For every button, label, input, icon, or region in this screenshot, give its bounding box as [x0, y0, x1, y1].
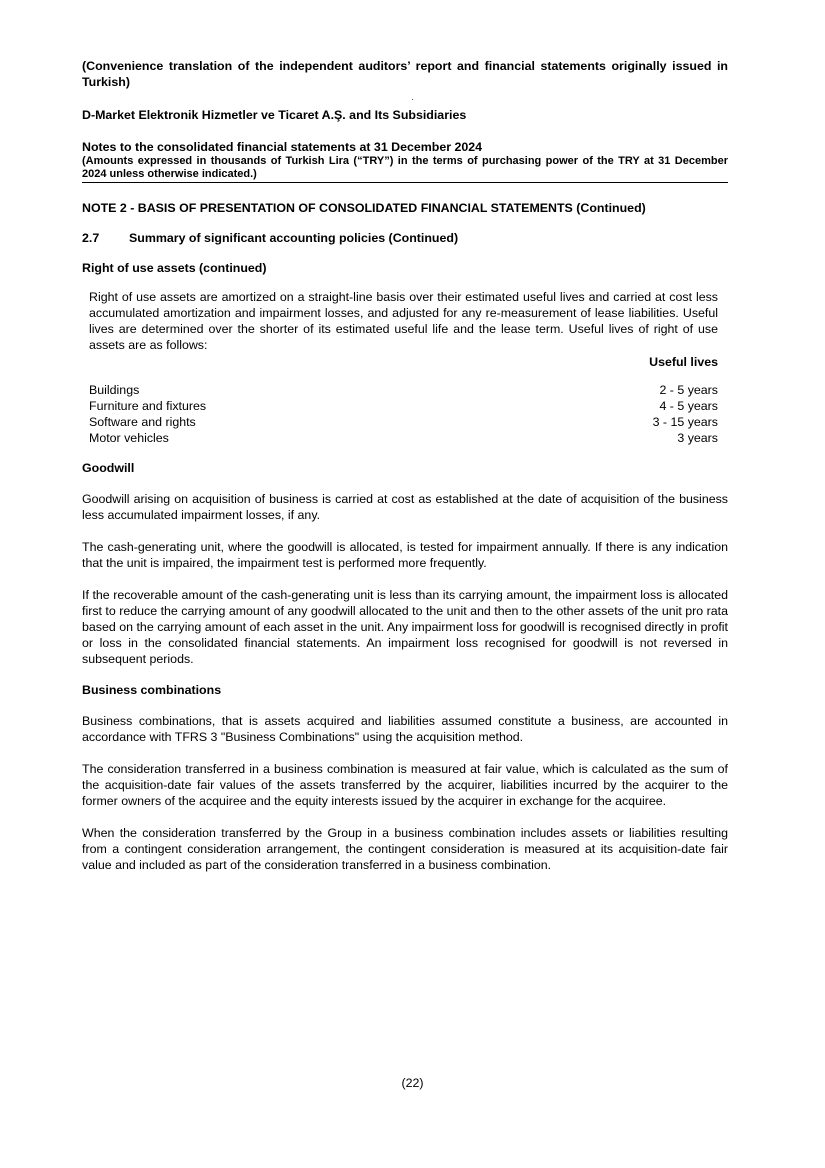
rou-paragraph: Right of use assets are amortized on a straight-line basis over their estimated useful lives and carried at cost less accumulated amortization and impairment losses, and adjusted for any re-measurement of lease liabilities. Useful lives are determined over the shorter of its estimated useful life and the lease term. Useful lives of right of use assets are as follows:	[89, 290, 718, 352]
useful-lives-header: Useful lives	[649, 355, 718, 369]
document-page	[82, 58, 728, 873]
asset-name: Motor vehicles	[89, 431, 169, 445]
asset-name: Software and rights	[89, 415, 196, 429]
asset-life: 2 - 5 years	[659, 383, 718, 397]
note-title: NOTE 2 - BASIS OF PRESENTATION OF CONSOLIDATED FINANCIAL STATEMENTS (Continued)	[82, 201, 646, 215]
table-row	[89, 398, 718, 414]
table-row	[89, 414, 718, 430]
goodwill-heading: Goodwill	[82, 461, 135, 475]
rou-block	[82, 289, 728, 446]
asset-name: Buildings	[89, 383, 140, 397]
notes-title: Notes to the consolidated financial statements at 31 December 2024	[82, 140, 483, 154]
bc-paragraph-1: Business combinations, that is assets acquired and liabilities assumed constitute a business, are accounted in accordance with TFRS 3 "Business Combinations" using the acquisition method.	[82, 714, 728, 744]
goodwill-paragraph-3: If the recoverable amount of the cash-generating unit is less than its carrying amount, the impairment loss is allocated first to reduce the carrying amount of any goodwill allocated to the unit and then to the other assets of the unit pro rata based on the carrying amount of each asset in the unit. Any impairment loss for goodwill is recognised directly in profit or loss in the consolidated financial statements. An impairment loss recognised for goodwill is not reversed in subsequent periods.	[82, 588, 728, 666]
bc-paragraph-2: The consideration transferred in a business combination is measured at fair value, which is calculated as the sum of the acquisition-date fair values of the assets transferred by the acquirer, liabilities incurred by the acquirer to the former owners of the acquiree and the equity interests issued by the acquirer in exchange for the acquiree.	[82, 762, 728, 808]
asset-life: 4 - 5 years	[659, 399, 718, 413]
bc-paragraph-3: When the consideration transferred by the Group in a business combination includes assets or liabilities resulting from a contingent consideration arrangement, the contingent consideration is measured at its acquisition-date fair value and included as part of the consideration transferred in a business combination.	[82, 826, 728, 872]
convenience-note: (Convenience translation of the independent auditors’ report and financial statements originally issued in Turkish)	[82, 59, 728, 89]
section-number: 2.7	[82, 231, 100, 245]
useful-lives-table	[89, 382, 718, 446]
asset-life: 3 years	[677, 431, 718, 445]
header-divider	[82, 182, 728, 183]
rou-heading: Right of use assets (continued)	[82, 261, 267, 275]
goodwill-paragraph-2: The cash-generating unit, where the goodwill is allocated, is tested for impairment annually. If there is any indication that the unit is impaired, the impairment test is performed more frequently.	[82, 540, 728, 570]
amounts-note: (Amounts expressed in thousands of Turkish Lira (“TRY”) in the terms of purchasing power of the TRY at 31 December 2024 unless otherwise indicated.)	[82, 155, 728, 180]
company-name: D-Market Elektronik Hizmetler ve Ticaret A.Ş. and Its Subsidiaries	[82, 108, 467, 122]
section-title: Summary of significant accounting policies (Continued)	[129, 231, 459, 245]
table-row	[89, 430, 718, 446]
asset-life: 3 - 15 years	[652, 415, 718, 429]
section-heading	[82, 231, 728, 245]
asset-name: Furniture and fixtures	[89, 399, 207, 413]
goodwill-paragraph-1: Goodwill arising on acquisition of business is carried at cost as established at the date of acquisition of the business less accumulated impairment losses, if any.	[82, 492, 728, 522]
business-combinations-heading: Business combinations	[82, 683, 222, 697]
table-row	[89, 382, 718, 398]
page-number: (22)	[401, 1076, 424, 1090]
